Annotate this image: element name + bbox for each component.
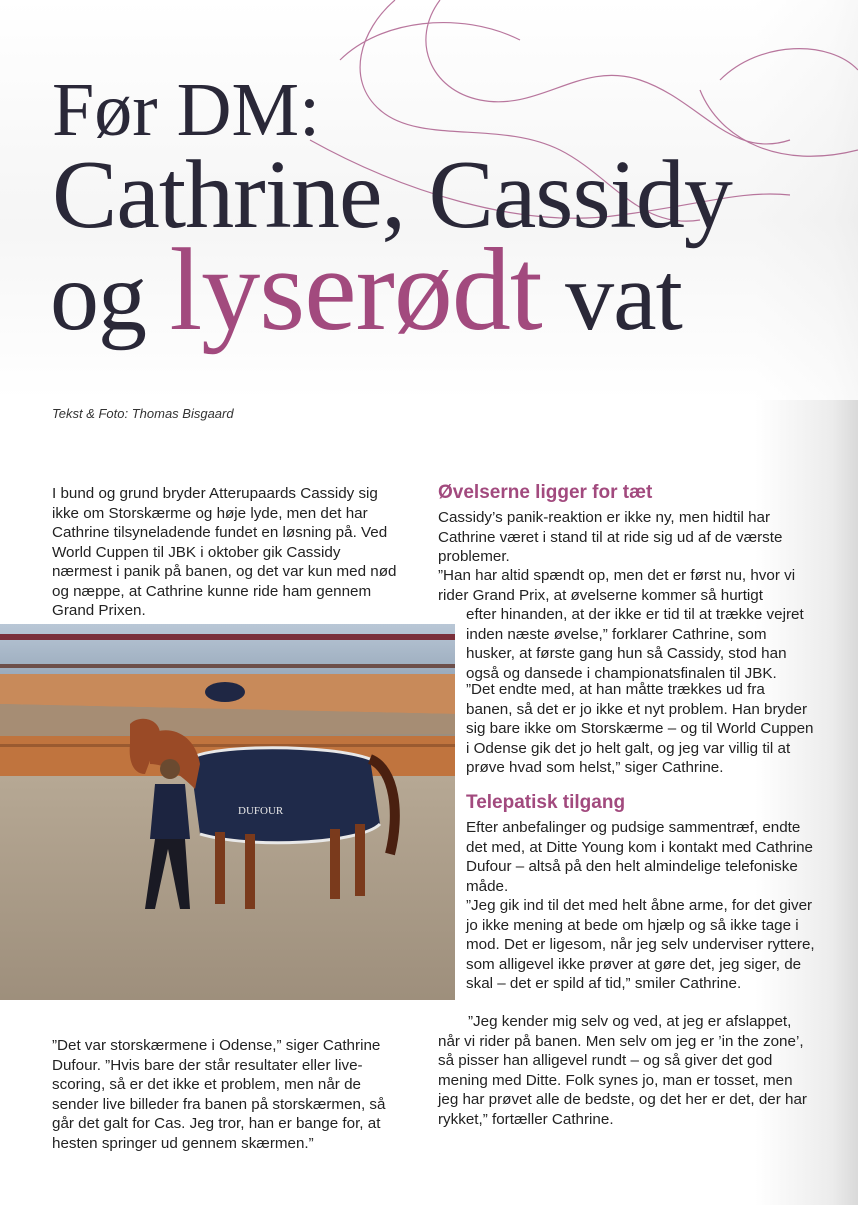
section2-paragraph-3 xyxy=(438,1012,816,1129)
title-word-pink: lyserødt xyxy=(169,224,542,355)
byline: Tekst & Foto: Thomas Bisgaard xyxy=(52,406,234,421)
title-word-vat: vat xyxy=(565,243,682,351)
quote-paragraph: ”Det var storskærmene i Odense,” siger Cathrine Dufour. ”Hvis bare der står resultater eller live-scoring, så er det ikke et problem, men når de sender live billeder fra banen på storskærmen, så går det galt for Cas. Jeg tror, han er bange for, at hesten springer ud gennem skærmen.” xyxy=(52,1037,386,1152)
section1-paragraph-2-lead: ”Han har altid spændt op, men det er først nu, hvor vi rider Grand Prix, at øvelserne kommer så hurtigt xyxy=(438,567,796,604)
rug-logo-text: DUFOUR xyxy=(238,805,284,817)
section2-paragraph-1: Efter anbefalinger og pudsige sammentræf, endte det med, at Ditte Young kom i kontakt med Cathrine Dufour – altså på den helt almindelige telefoniske måde. xyxy=(466,819,813,895)
section1-paragraph-3: ”Det endte med, at han måtte trækkes ud fra banen, så det er jo ikke et nyt problem. Han bryder sig bare ikke om Storskærme – og til World Cuppen i Odense gik det jo helt galt, og jeg var villig til at prøve hvad som helst,” siger Cathrine. xyxy=(466,681,814,776)
section1-heading: Øvelserne ligger for tæt xyxy=(438,482,653,503)
horse-photo xyxy=(0,624,455,1000)
title-line-3 xyxy=(50,224,682,355)
section1-paragraph-2-rest: efter hinanden, at der ikke er tid til at trække vejret inden næste øvelse,” forklarer Cathrine, som husker, at første gang hun så Cassidy, stod han også og dansede i championatsfinalen til JBK. xyxy=(466,606,804,682)
intro-paragraph: I bund og grund bryder Atterupaards Cassidy sig ikke om Storskærme og høje lyde, men det har Cathrine tilsyneladende fundet en løsning på. Ved World Cuppen til JBK i oktober gik Cassidy nærmest i panik på banen, og det var kun med nød og næppe, at Cathrine kunne ride ham gennem Grand Prixen. xyxy=(52,485,397,619)
section2-paragraph-2: ”Jeg gik ind til det med helt åbne arme, for det giver jo ikke mening at bede om hjælp og så ikke tage i mod. Det er ligesom, når jeg selv underviser ryttere, som alligevel ikke prøver at gøre det, jeg siger, de skal – det er spild af tid,” smiler Cathrine. xyxy=(466,897,815,992)
section2-paragraph-3-text: ”Jeg kender mig selv og ved, at jeg er afslappet, når vi rider på banen. Men selv om jeg er ’in the zone’, så pisser han alligevel rundt – og så giver det god mening med Ditte. Folk synes jo, man er tosset, men jeg har prøvet alle de bedste, og det her er det, der har rykket,” fortæller Cathrine. xyxy=(438,1013,807,1128)
title-line-2: Cathrine, Cassidy xyxy=(52,141,732,249)
title-word-og: og xyxy=(50,243,146,351)
section2-heading: Telepatisk tilgang xyxy=(466,792,626,813)
title-line-1: Før DM: xyxy=(52,68,321,152)
section1-paragraph-1: Cassidy’s panik-reaktion er ikke ny, men hidtil har Cathrine været i stand til at ride sig ud af de værste problemer. xyxy=(438,509,783,565)
